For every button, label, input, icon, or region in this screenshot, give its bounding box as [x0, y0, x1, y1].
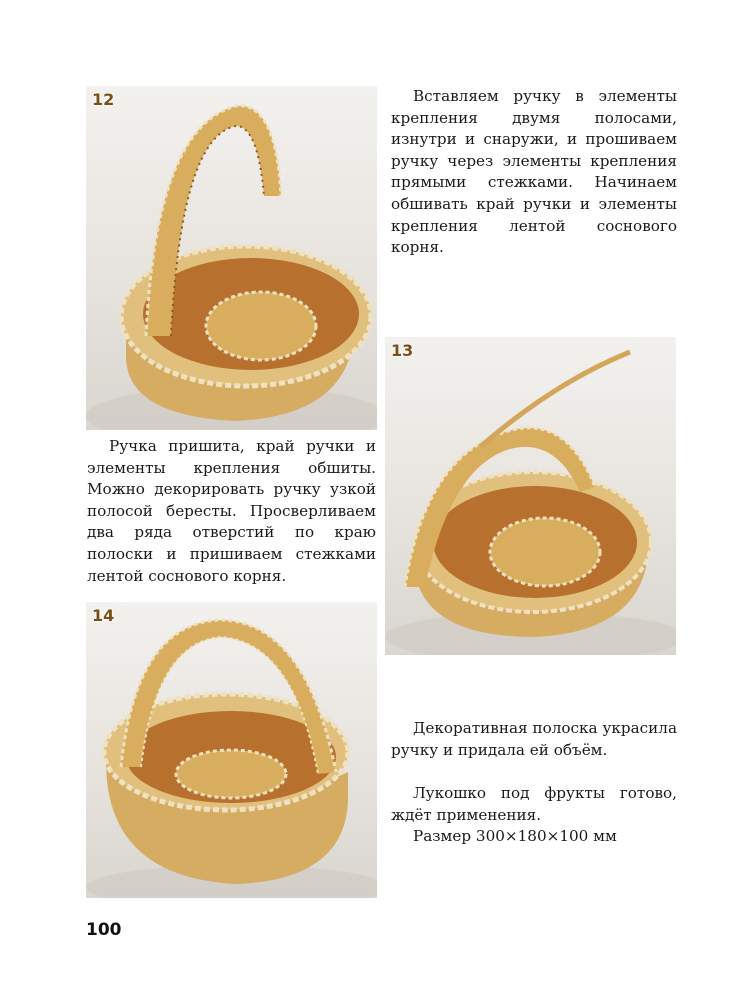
paragraph-text: Декоративная полоска украсила ручку и придала ей объём.	[391, 719, 677, 759]
basket-image-14	[86, 602, 377, 898]
paragraph-text: Ручка пришита, край ручки и элементы крепления обшиты. Можно декорировать ручку узкой полосой бересты. Просверливаем два ряда отверстий по краю полоски и пришиваем стежками лентой соснового корня.	[87, 437, 376, 585]
basket-image-13	[385, 337, 676, 655]
instruction-paragraph-handle-insert	[391, 86, 677, 259]
basket-image-12	[86, 86, 377, 430]
paragraph-text: Вставляем ручку в элементы крепления двумя полосами, изнутри и снаружи, и прошиваем ручку через элементы крепления прямыми стежками. Начинаем обшивать край ручки и элементы крепления лентой соснового корня.	[391, 87, 677, 257]
basket-size-text: Размер 300×180×100 мм	[413, 827, 617, 846]
instruction-paragraph-decoration	[87, 436, 376, 587]
photo-step-12	[86, 86, 377, 430]
instruction-paragraph-final	[391, 718, 677, 848]
step-number-badge: 14	[92, 606, 115, 625]
step-number-badge: 12	[92, 90, 115, 109]
page-number: 100	[86, 920, 122, 940]
photo-step-14	[86, 602, 377, 898]
paragraph-text: Лукошко под фрукты готово, ждёт применения.	[391, 784, 677, 824]
step-number-badge: 13	[391, 341, 414, 360]
photo-step-13	[385, 337, 676, 655]
